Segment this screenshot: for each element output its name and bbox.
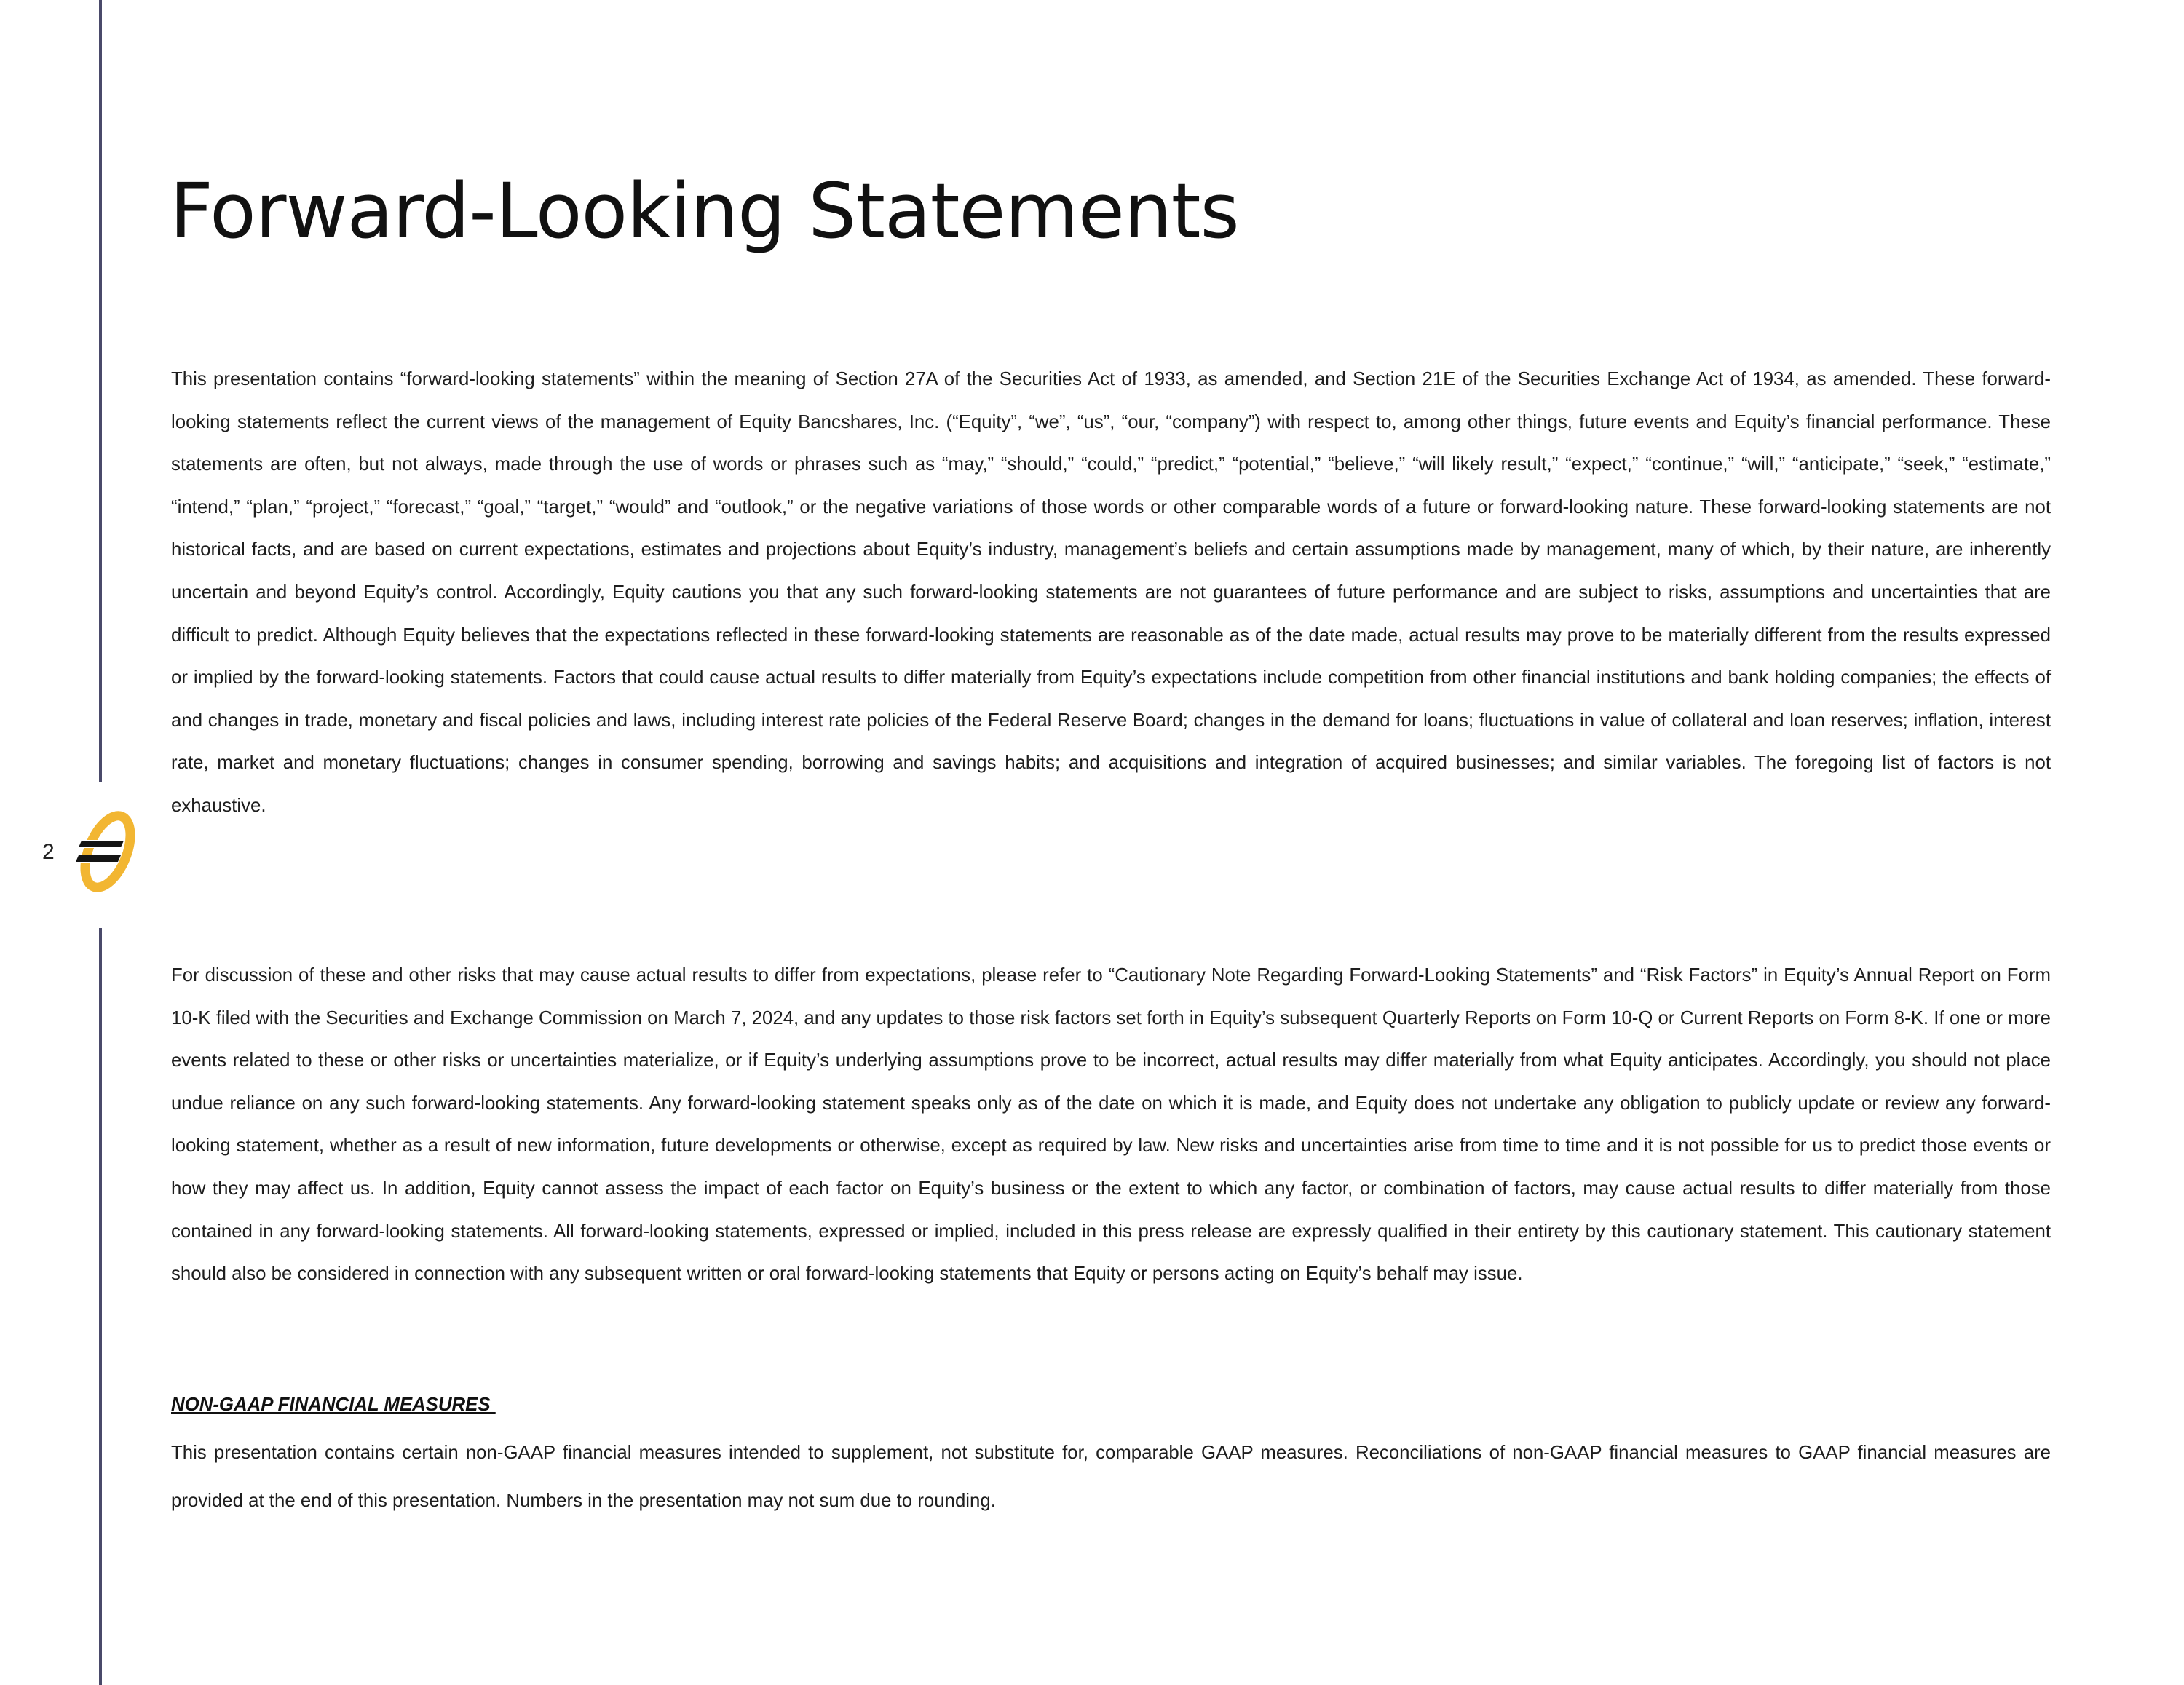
- left-margin-rule-top: [99, 0, 102, 782]
- risk-discussion-paragraph: For discussion of these and other risks that may cause actual results to differ from expectations, please refer to “Cautionary Note Regarding Forward-Looking Statements” and “Risk Factors” in Equity’s Annual Report on Form 10-K filed with the Securities and Exchange Commission on March 7, 2024, and any updates to those risk factors set forth in Equity’s subsequent Quarterly Reports on Form 10-Q or Current Reports on Form 8-K. If one or more events related to these or other risks or uncertainties materialize, or if Equity’s underlying assumptions prove to be incorrect, actual results may differ materially from what Equity anticipates. Accordingly, you should not place undue reliance on any such forward-looking statements. Any forward-looking statement speaks only as of the date on which it is made, and Equity does not undertake any obligation to publicly update or review any forward-looking statement, whether as a result of new information, future developments or otherwise, except as required by law. New risks and uncertainties arise from time to time and it is not possible for us to predict those events or how they may affect us. In addition, Equity cannot assess the impact of each factor on Equity’s business or the extent to which any factor, or combination of factors, may cause actual results to differ materially from those contained in any forward-looking statements. All forward-looking statements, expressed or implied, included in this press release are expressly qualified in their entirety by this cautionary statement. This cautionary statement should also be considered in connection with any subsequent written or oral forward-looking statements that Equity or persons acting on Equity’s behalf may issue.: [171, 965, 2051, 1285]
- non-gaap-paragraph: This presentation contains certain non-GAAP financial measures intended to supplement, not substitute for, comparable GAAP measures. Reconciliations of non-GAAP financial measures to GAAP financial measures are provided at the end of this presentation. Numbers in the presentation may not sum due to rounding.: [171, 1443, 2051, 1511]
- non-gaap-heading: NON-GAAP FINANCIAL MEASURES: [171, 1395, 496, 1415]
- page-number: 2: [42, 840, 55, 864]
- equity-bancshares-logo-icon: [71, 806, 144, 897]
- page-title: Forward-Looking Statements: [170, 167, 1239, 255]
- forward-looking-paragraph: This presentation contains “forward-looking statements” within the meaning of Section 27A of the Securities Act of 1933, as amended, and Section 21E of the Securities Exchange Act of 1934, as amended. These forward-looking statements reflect the current views of the management of Equity Bancshares, Inc. (“Equity”, “we”, “us”, “our, “company”) with respect to, among other things, future events and Equity’s financial performance. These statements are often, but not always, made through the use of words or phrases such as “may,” “should,” “could,” “predict,” “potential,” “believe,” “will likely result,” “expect,” “continue,” “will,” “anticipate,” “seek,” “estimate,” “intend,” “plan,” “project,” “forecast,” “goal,” “target,” “would” and “outlook,” or the negative variations of those words or other comparable words of a future or forward-looking nature. These forward-looking statements are not historical facts, and are based on current expectations, estimates and projections about Equity’s industry, management’s beliefs and certain assumptions made by management, many of which, by their nature, are inherently uncertain and beyond Equity’s control. Accordingly, Equity cautions you that any such forward-looking statements are not guarantees of future performance and are subject to risks, assumptions and uncertainties that are difficult to predict. Although Equity believes that the expectations reflected in these forward-looking statements are reasonable as of the date made, actual results may prove to be materially different from the results expressed or implied by the forward-looking statements. Factors that could cause actual results to differ materially from Equity’s expectations include competition from other financial institutions and bank holding companies; the effects of and changes in trade, monetary and fiscal policies and laws, including interest rate policies of the Federal Reserve Board; changes in the demand for loans; fluctuations in value of collateral and loan reserves; inflation, interest rate, market and monetary fluctuations; changes in consumer spending, borrowing and savings habits; and acquisitions and integration of acquired businesses; and similar variables. The foregoing list of factors is not exhaustive.: [171, 369, 2051, 816]
- left-margin-rule-bottom: [99, 928, 102, 1685]
